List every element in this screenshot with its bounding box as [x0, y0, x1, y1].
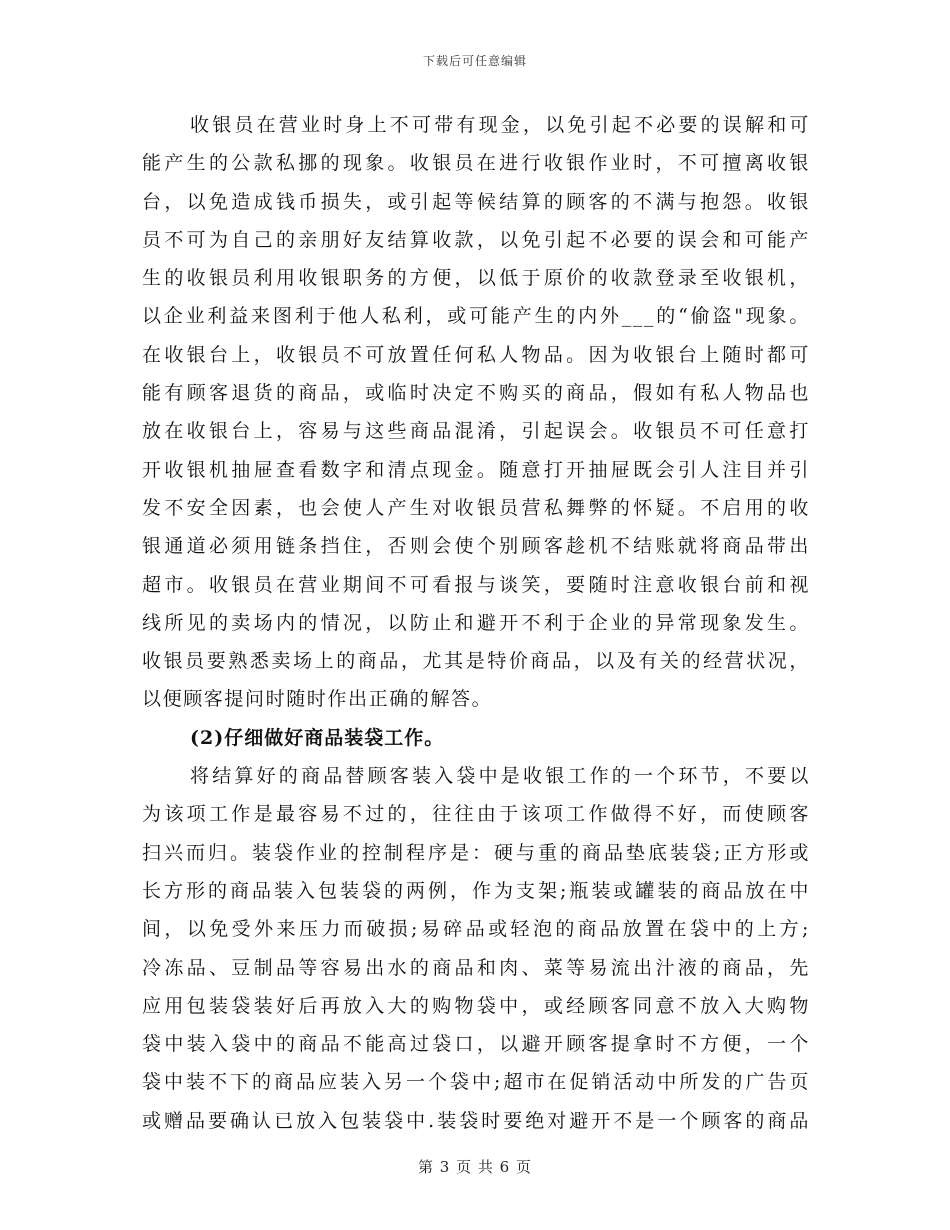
paragraph-line: 生的收银员利用收银职务的方便，以低于原价的收款登录至收银机，	[142, 267, 810, 290]
paragraph-line: 袋中装不下的商品应装入另一个袋中;超市在促销活动中所发的广告页	[142, 1071, 810, 1094]
paragraph-line: 发不安全因素，也会使人产生对收银员营私舞弊的怀疑。不启用的收	[142, 496, 810, 519]
paragraph-line: 收银员要熟悉卖场上的商品，尤其是特价商品，以及有关的经营状况，	[142, 650, 810, 673]
paragraph-line: 将结算好的商品替顾客装入袋中是收银工作的一个环节，不要以	[190, 765, 810, 788]
section-heading: (2)仔细做好商品装袋工作。	[190, 726, 445, 749]
paragraph-line: 间，以免受外来压力而破损;易碎品或轻泡的商品放置在袋中的上方;	[142, 918, 810, 941]
paragraph-line: 长方形的商品装入包装袋的两例，作为支架;瓶装或罐装的商品放在中	[142, 879, 810, 902]
paragraph-line: 袋中装入袋中的商品不能高过袋口，以避开顾客提拿时不方便，一个	[142, 1033, 810, 1056]
paragraph-line: 在收银台上，收银员不可放置任何私人物品。因为收银台上随时都可	[142, 343, 810, 366]
paragraph-2	[142, 757, 810, 1140]
paragraph-line: 能产生的公款私挪的现象。收银员在进行收银作业时，不可擅离收银	[142, 152, 810, 175]
paragraph-line: 开收银机抽屉查看数字和清点现金。随意打开抽屉既会引人注目并引	[142, 458, 810, 481]
paragraph-line: 线所见的卖场内的情况，以防止和避开不利于企业的异常现象发生。	[142, 611, 810, 634]
paragraph-line: 扫兴而归。装袋作业的控制程序是：硬与重的商品垫底装袋;正方形或	[142, 841, 810, 864]
paragraph-line: 以企业利益来图利于他人私利，或可能产生的内外___的“偷盗"现象。	[142, 305, 810, 328]
paragraph-1	[142, 106, 810, 719]
paragraph-line: 为该项工作是最容易不过的，往往由于该项工作做得不好，而使顾客	[142, 803, 810, 826]
paragraph-line: 银通道必须用链条挡住，否则会使个别顾客趁机不结账就将商品带出	[142, 535, 810, 558]
page-header: 下载后可任意编辑	[422, 54, 527, 68]
paragraph-line: 放在收银台上，容易与这些商品混淆，引起误会。收银员不可任意打	[142, 420, 810, 443]
paragraph-line: 冷冻品、豆制品等容易出水的商品和肉、菜等易流出汁液的商品，先	[142, 956, 810, 979]
paragraph-line: 台，以免造成钱币损失，或引起等候结算的顾客的不满与抱怨。收银	[142, 190, 810, 213]
paragraph-line: 能有顾客退货的商品，或临时决定不购买的商品，假如有私人物品也	[142, 382, 810, 405]
paragraph-line: 收银员在营业时身上不可带有现金，以免引起不必要的误解和可	[190, 114, 810, 136]
paragraph-line: 或赠品要确认已放入包装袋中.装袋时要绝对避开不是一个顾客的商品	[142, 1109, 810, 1132]
paragraph-line: 员不可为自己的亲朋好友结算收款，以免引起不必要的误会和可能产	[142, 228, 810, 251]
page-number: 第 3 页 共 6 页	[418, 1158, 532, 1176]
paragraph-line: 以便顾客提问时随时作出正确的解答。	[142, 688, 493, 711]
paragraph-line: 应用包装袋装好后再放入大的购物袋中，或经顾客同意不放入大购物	[142, 994, 810, 1017]
document-body	[142, 106, 810, 1140]
paragraph-line: 超市。收银员在营业期间不可看报与谈笑，要随时注意收银台前和视	[142, 573, 810, 596]
